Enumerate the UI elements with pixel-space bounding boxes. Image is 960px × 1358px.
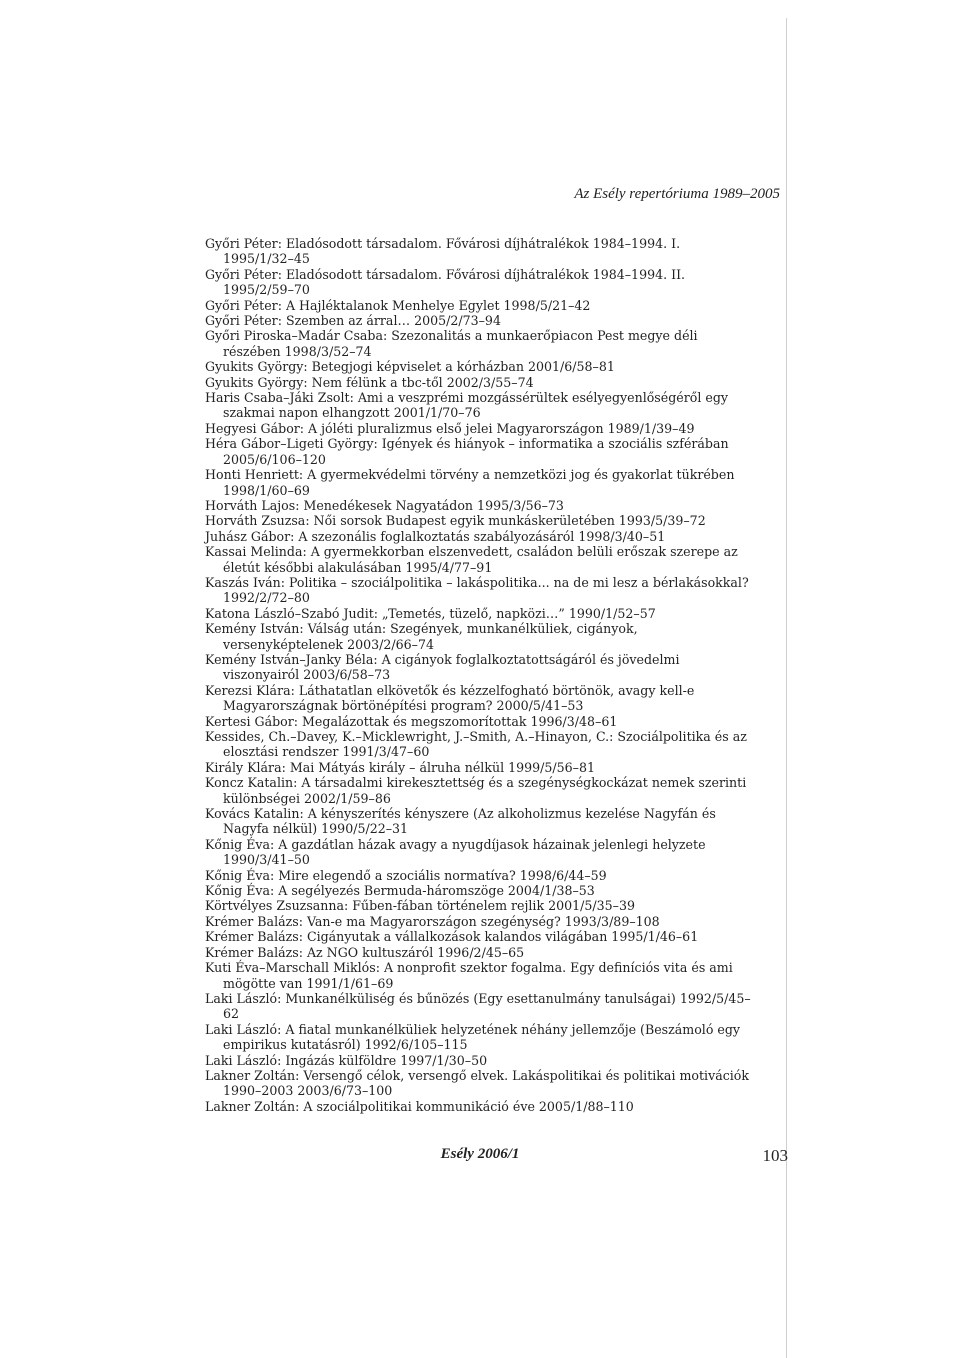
bibliography-entry: Héra Gábor–Ligeti György: Igények és hiányok – informatika a szociális szférában 2005/6/106–120 — [205, 436, 729, 467]
bibliography-entry: Kőnig Éva: A gazdátlan házak avagy a nyugdíjasok házainak jelenlegi helyzete 1990/3/41–50 — [205, 836, 706, 868]
bibliography-entry: Katona László–Szabó Judit: „Temetés, tüzelő, napközi…” 1990/1/52–57 — [205, 605, 656, 621]
bibliography-entry: Győri Piroska–Madár Csaba: Szezonalitás a munkaerőpiacon Pest megye déli részében 1998/3/52–74 — [205, 328, 698, 359]
bibliography-entry: Juhász Gábor: A szezonális foglalkoztatás szabályozásáról 1998/3/40–51 — [205, 528, 666, 544]
bibliography-entry: Horváth Lajos: Menedékesek Nagyatádon 1995/3/56–73 — [205, 497, 564, 513]
bibliography-entry: Győri Péter: Eladósodott társadalom. Fővárosi díjhátralékok 1984–1994. II. 1995/2/59–70 — [205, 266, 686, 298]
bibliography-entry: Győri Péter: Szemben az árral… 2005/2/73–94 — [205, 313, 501, 329]
bibliography-entry: Kemény István–Janky Béla: A cigányok foglalkoztatottságáról és jövedelmi viszonyairól 2003/6/58–73 — [205, 651, 680, 683]
bibliography-entry: Király Klára: Mai Mátyás király – álruha nélkül 1999/5/56–81 — [205, 759, 596, 775]
bibliography-entry: Kassai Melinda: A gyermekkorban elszenvedett, családon belüli erőszak szerepe az életút későbbi alakulásában 1995/4/77–91 — [205, 544, 738, 575]
footer-journal-issue: Esély 2006/1 — [440, 1146, 520, 1162]
bibliography-entry: Krémer Balázs: Az NGO kultuszáról 1996/2/45–65 — [205, 944, 525, 960]
bibliography-entry: Lakner Zoltán: Versengő célok, versengő elvek. Lakáspolitikai és politikai motivációk 1990–2003 2003/6/73–100 — [205, 1067, 750, 1099]
bibliography-entry: Laki László: Munkanélküliség és bűnözés (Egy esettanulmány tanulságai) 1992/5/45–62 — [205, 990, 751, 1022]
bibliography-entry: Koncz Katalin: A társadalmi kirekesztettség és a szegénységkockázat nemek szerinti különbségei 2002/1/59–86 — [205, 775, 747, 806]
bibliography-entry: Kőnig Éva: Mire elegendő a szociális normatíva? 1998/6/44–59 — [205, 867, 607, 883]
bibliography-entry: Kessides, Ch.–Davey, K.–Micklewright, J.–Smith, A.–Hinayon, C.: Szociálpolitika és az elosztási rendszer 1991/3/47–60 — [205, 729, 747, 760]
bibliography-entry: Kaszás Iván: Politika – szociálpolitika – lakáspolitika... na de mi lesz a bérlakásokkal? 1992/2/72–80 — [205, 574, 749, 606]
bibliography-entry: Kertesi Gábor: Megalázottak és megszomorítottak 1996/3/48–61 — [205, 713, 618, 729]
bibliography-entry: Hegyesi Gábor: A jóléti pluralizmus első jelei Magyarországon 1989/1/39–49 — [205, 420, 695, 436]
bibliography-entry: Kerezsi Klára: Láthatatlan elkövetők és kézzelfogható börtönök, avagy kell-e Magyarországnak börtönépítési program? 2000/5/41–53 — [205, 682, 695, 714]
bibliography-entry: Győri Péter: Eladósodott társadalom. Fővárosi díjhátralékok 1984–1994. I. 1995/1/32–45 — [205, 236, 681, 267]
bibliography-entry: Gyukits György: Betegjogi képviselet a kórházban 2001/6/58–81 — [205, 359, 615, 375]
bibliography-entry: Körtvélyes Zsuzsanna: Fűben-fában történelem rejlik 2001/5/35–39 — [205, 898, 635, 914]
bibliography-entry: Gyukits György: Nem félünk a tbc-től 2002/3/55–74 — [205, 374, 534, 390]
bibliography-entry: Kuti Éva–Marschall Miklós: A nonprofit szektor fogalma. Egy definíciós vita és ami mögötte van 1991/1/61–69 — [205, 960, 733, 991]
bibliography-entry: Laki László: A fiatal munkanélküliek helyzetének néhány jellemzője (Beszámoló egy empirikus kutatásról) 1992/6/105–115 — [205, 1021, 741, 1053]
bibliography-entry: Kemény István: Válság után: Szegények, munkanélküliek, cigányok, versenyképtelenek 2003/2/66–74 — [205, 621, 638, 652]
bibliography-entry: Horváth Zsuzsa: Női sorsok Budapest egyik munkáskerületében 1993/5/39–72 — [205, 513, 706, 529]
bibliography-entry: Laki László: Ingázás külföldre 1997/1/30–50 — [205, 1052, 488, 1068]
bibliography-entry: Győri Péter: A Hajléktalanok Menhelye Egylet 1998/5/21–42 — [205, 297, 591, 313]
bibliography-entry: Kőnig Éva: A segélyezés Bermuda-háromszöge 2004/1/38–53 — [205, 883, 595, 899]
bibliography-list — [205, 236, 753, 1114]
bibliography-entry: Honti Henriett: A gyermekvédelmi törvény a nemzetközi jog és gyakorlat tükrében 1998/1/60–69 — [205, 467, 735, 498]
bibliography-entry: Krémer Balázs: Van-e ma Magyarországon szegénység? 1993/3/89–108 — [205, 913, 660, 929]
page-number: 103 — [762, 1146, 788, 1165]
bibliography-entry: Krémer Balázs: Cigányutak a vállalkozások kalandos világában 1995/1/46–61 — [205, 929, 699, 945]
bibliography-entry: Lakner Zoltán: A szociálpolitikai kommunikáció éve 2005/1/88–110 — [205, 1098, 634, 1114]
running-head: Az Esély repertóriuma 1989–2005 — [574, 186, 780, 202]
bibliography-entry: Kovács Katalin: A kényszerítés kényszere (Az alkoholizmus kezelése Nagyfán és Nagyfa nélkül) 1990/5/22–31 — [205, 806, 716, 837]
bibliography-entry: Haris Csaba–Jáki Zsolt: Ami a veszprémi mozgássérültek esélyegyenlőségéről egy szakmai napon elhangzott 2001/1/70–76 — [205, 390, 729, 421]
